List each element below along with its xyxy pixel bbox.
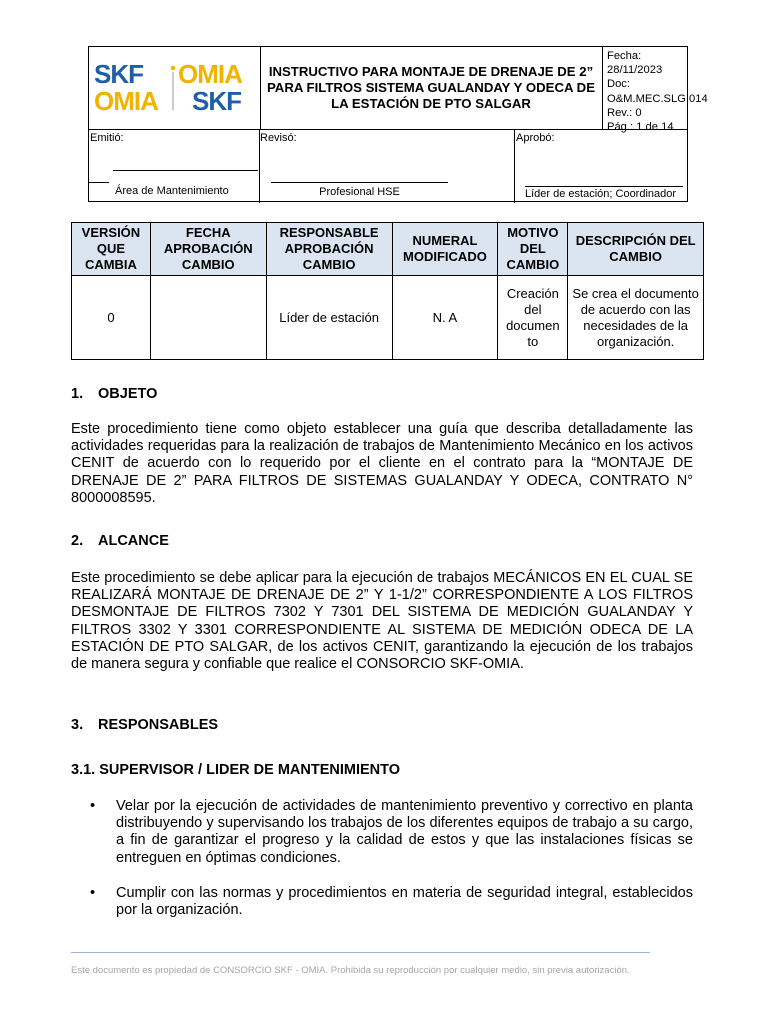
aprobo-label: Aprobó: bbox=[516, 132, 555, 144]
emitio-short-line bbox=[89, 182, 109, 183]
meta-doc: Doc: O&M.MEC.SLG.014 bbox=[607, 78, 708, 105]
col-header: RESPONSABLE APROBACIÓN CAMBIO bbox=[266, 223, 392, 276]
reviso-caption: Profesional HSE bbox=[319, 186, 400, 198]
col-header: VERSIÓN QUE CAMBIA bbox=[72, 223, 151, 276]
logo-cell bbox=[89, 47, 261, 129]
cell-responsable: Líder de estación bbox=[266, 276, 392, 360]
logo-skf-top: SKF bbox=[94, 59, 143, 89]
section-heading-responsables: 3. RESPONSABLES bbox=[71, 717, 219, 733]
section-text-alcance: Este procedimiento se debe aplicar para la ejecución de trabajos MECÁNICOS EN EL CUAL SE REALIZARÁ MONTAJE DE DRENAJE DE 2” Y 1-1/2” CORRESPONDIENTE A LOS FILTROS DESMONTAJE DE FILTROS 7302 Y 7301 DEL SISTEMA DE MEDICIÓN GUALANDAY Y FILTROS 3302 Y 3301 CORRESPONDIENTE AL SISTEMA DE MEDICIÓN ODECA DE LA ESTACIÓN DE PTO SALGAR, de los activos CENIT, garantizando la ejecución de los trabajos de manera segura y confiable que realice el CONSORCIO SKF-OMIA. bbox=[71, 570, 693, 673]
signature-emitio bbox=[89, 130, 260, 203]
bullet-icon: • bbox=[90, 885, 96, 901]
col-header: MOTIVO DEL CAMBIO bbox=[498, 223, 568, 276]
footer-notice: Este documento es propiedad de CONSORCIO SKF - OMIA. Prohibida su reproducción por cualquier medio, sin previa autorización. bbox=[71, 965, 630, 976]
logo-skf-bottom: SKF bbox=[192, 86, 241, 116]
reviso-signature-line bbox=[271, 182, 448, 183]
list-item: • Velar por la ejecución de actividades de mantenimiento preventivo y correctivo en planta distribuyendo y supervisando los trabajos de los diferentes equipos de trabajo a su cargo, a fin de garantizar el progreso y la calidad de estos y que las instalaciones físicas se entreguen en óptimas condiciones. bbox=[90, 798, 693, 866]
reviso-label: Revisó: bbox=[260, 132, 297, 144]
footer-divider bbox=[71, 952, 650, 953]
section-heading-alcance: 2. ALCANCE bbox=[71, 533, 169, 549]
col-header: DESCRIPCIÓN DEL CAMBIO bbox=[568, 223, 704, 276]
cell-descripcion: Se crea el documento de acuerdo con las necesidades de la organización. bbox=[568, 276, 704, 360]
meta-rev: Rev.: 0 bbox=[607, 106, 642, 119]
logo-omia-bottom: OMIA bbox=[94, 86, 158, 116]
aprobo-caption: Líder de estación; Coordinador bbox=[525, 188, 677, 200]
company-logo bbox=[94, 60, 254, 116]
document-header bbox=[88, 46, 708, 202]
col-header: FECHA APROBACIÓN CAMBIO bbox=[150, 223, 266, 276]
col-header: NUMERAL MODIFICADO bbox=[392, 223, 498, 276]
emitio-caption: Área de Mantenimiento bbox=[115, 185, 229, 197]
table-row bbox=[72, 276, 704, 360]
meta-pag: Pág.: 1 de 14 bbox=[607, 121, 674, 134]
cell-numeral: N. A bbox=[392, 276, 498, 360]
subsection-heading-supervisor: 3.1. SUPERVISOR / LIDER DE MANTENIMIENTO bbox=[71, 762, 400, 778]
document-meta bbox=[604, 47, 708, 134]
meta-fecha: Fecha: 28/11/2023 bbox=[607, 50, 663, 77]
section-heading-objeto: 1. OBJETO bbox=[71, 386, 158, 402]
emitio-label: Emitió: bbox=[90, 132, 124, 144]
cell-version: 0 bbox=[72, 276, 151, 360]
signature-row bbox=[89, 129, 687, 203]
document-title: INSTRUCTIVO PARA MONTAJE DE DRENAJE DE 2” PARA FILTROS SISTEMA GUALANDAY Y ODECA DE LA ESTACIÓN DE PTO SALGAR bbox=[260, 47, 603, 129]
list-item: • Cumplir con las normas y procedimientos en materia de seguridad integral, establecidos por la organización. bbox=[90, 885, 693, 919]
section-text-objeto: Este procedimiento tiene como objeto establecer una guía que describa detalladamente las actividades requeridas para la realización de trabajos de Mantenimiento Mecánico en los activos CENIT de acuerdo con lo requerido por el cliente en el contrato para la “MONTAJE DE DRENAJE DE 2” PARA FILTROS DE SISTEMAS GUALANDAY Y ODECA, CONTRATO N° 8000008595. bbox=[71, 421, 693, 506]
logo-omia-top: OMIA bbox=[178, 59, 242, 89]
signature-aprobo bbox=[515, 130, 687, 203]
version-table-header bbox=[72, 223, 704, 276]
bullet-icon: • bbox=[90, 798, 96, 814]
version-table bbox=[71, 222, 704, 360]
cell-fecha bbox=[150, 276, 266, 360]
emitio-signature-line bbox=[113, 170, 258, 171]
cell-motivo: Creación del documen to bbox=[498, 276, 568, 360]
logo-divider-icon bbox=[170, 64, 176, 112]
aprobo-signature-line bbox=[525, 186, 683, 187]
signature-reviso bbox=[259, 130, 515, 203]
